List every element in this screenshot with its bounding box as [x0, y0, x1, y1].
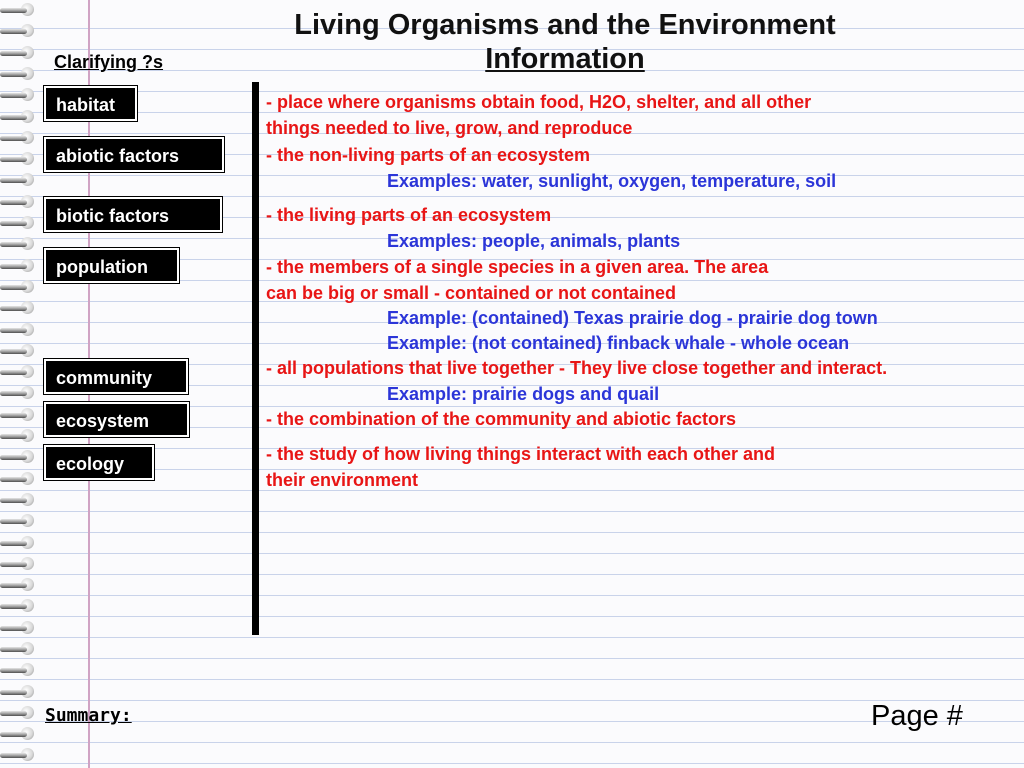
example-population-contained: Example: (contained) Texas prairie dog - prairie dog town	[387, 308, 878, 328]
binding-ring	[0, 322, 42, 338]
definition-ecosystem: - the combination of the community and abiotic factors	[266, 409, 737, 429]
term-community: community	[44, 359, 188, 394]
binding-ring	[0, 577, 42, 593]
example-population-not-contained: Example: (not contained) finback whale - whole ocean	[387, 333, 850, 353]
binding-ring	[0, 215, 42, 231]
term-ecology: ecology	[44, 445, 154, 480]
binding-ring	[0, 66, 42, 82]
definition-community: - all populations that live together - They live close together and interact.	[266, 358, 888, 378]
binding-ring	[0, 151, 42, 167]
binding-ring	[0, 747, 42, 763]
binding-ring	[0, 641, 42, 657]
binding-ring	[0, 535, 42, 551]
binding-ring	[0, 705, 42, 721]
definition-ecology-line-2: their environment	[266, 470, 419, 490]
binding-ring	[0, 492, 42, 508]
binding-ring	[0, 45, 42, 61]
binding-ring	[0, 172, 42, 188]
term-biotic-factors: biotic factors	[44, 197, 222, 232]
spiral-binding	[0, 0, 42, 768]
binding-ring	[0, 385, 42, 401]
definition-ecology-line-1: - the study of how living things interact with each other and	[266, 444, 776, 464]
page-number: Page #	[871, 700, 963, 732]
term-abiotic-factors: abiotic factors	[44, 137, 224, 172]
binding-ring	[0, 428, 42, 444]
page-subtitle: Information	[485, 43, 645, 75]
binding-ring	[0, 236, 42, 252]
definition-population-line-2: can be big or small - contained or not contained	[266, 283, 677, 303]
binding-ring	[0, 407, 42, 423]
term-habitat: habitat	[44, 86, 137, 121]
binding-ring	[0, 2, 42, 18]
example-community: Example: prairie dogs and quail	[387, 384, 660, 404]
binding-ring	[0, 449, 42, 465]
binding-ring	[0, 513, 42, 529]
definition-habitat-line-1: - place where organisms obtain food, H2O, shelter, and all other	[266, 92, 812, 112]
clarifying-questions-label: Clarifying ?s	[54, 52, 164, 72]
definition-biotic: - the living parts of an ecosystem	[266, 205, 552, 225]
column-divider	[252, 82, 259, 635]
summary-label: Summary:	[45, 705, 132, 726]
binding-ring	[0, 343, 42, 359]
definition-abiotic: - the non-living parts of an ecosystem	[266, 145, 591, 165]
term-population: population	[44, 248, 179, 283]
binding-ring	[0, 130, 42, 146]
examples-biotic: Examples: people, animals, plants	[387, 231, 681, 251]
term-ecosystem: ecosystem	[44, 402, 189, 437]
definition-population-line-1: - the members of a single species in a given area. The area	[266, 257, 769, 277]
binding-ring	[0, 194, 42, 210]
binding-ring	[0, 726, 42, 742]
examples-abiotic: Examples: water, sunlight, oxygen, temperature, soil	[387, 171, 837, 191]
binding-ring	[0, 300, 42, 316]
binding-ring	[0, 279, 42, 295]
binding-ring	[0, 258, 42, 274]
binding-ring	[0, 620, 42, 636]
binding-ring	[0, 556, 42, 572]
binding-ring	[0, 684, 42, 700]
binding-ring	[0, 471, 42, 487]
binding-ring	[0, 364, 42, 380]
definition-habitat-line-2: things needed to live, grow, and reproduce	[266, 118, 633, 138]
page-title: Living Organisms and the Environment	[294, 9, 836, 41]
binding-ring	[0, 662, 42, 678]
binding-ring	[0, 109, 42, 125]
binding-ring	[0, 23, 42, 39]
binding-ring	[0, 87, 42, 103]
binding-ring	[0, 598, 42, 614]
